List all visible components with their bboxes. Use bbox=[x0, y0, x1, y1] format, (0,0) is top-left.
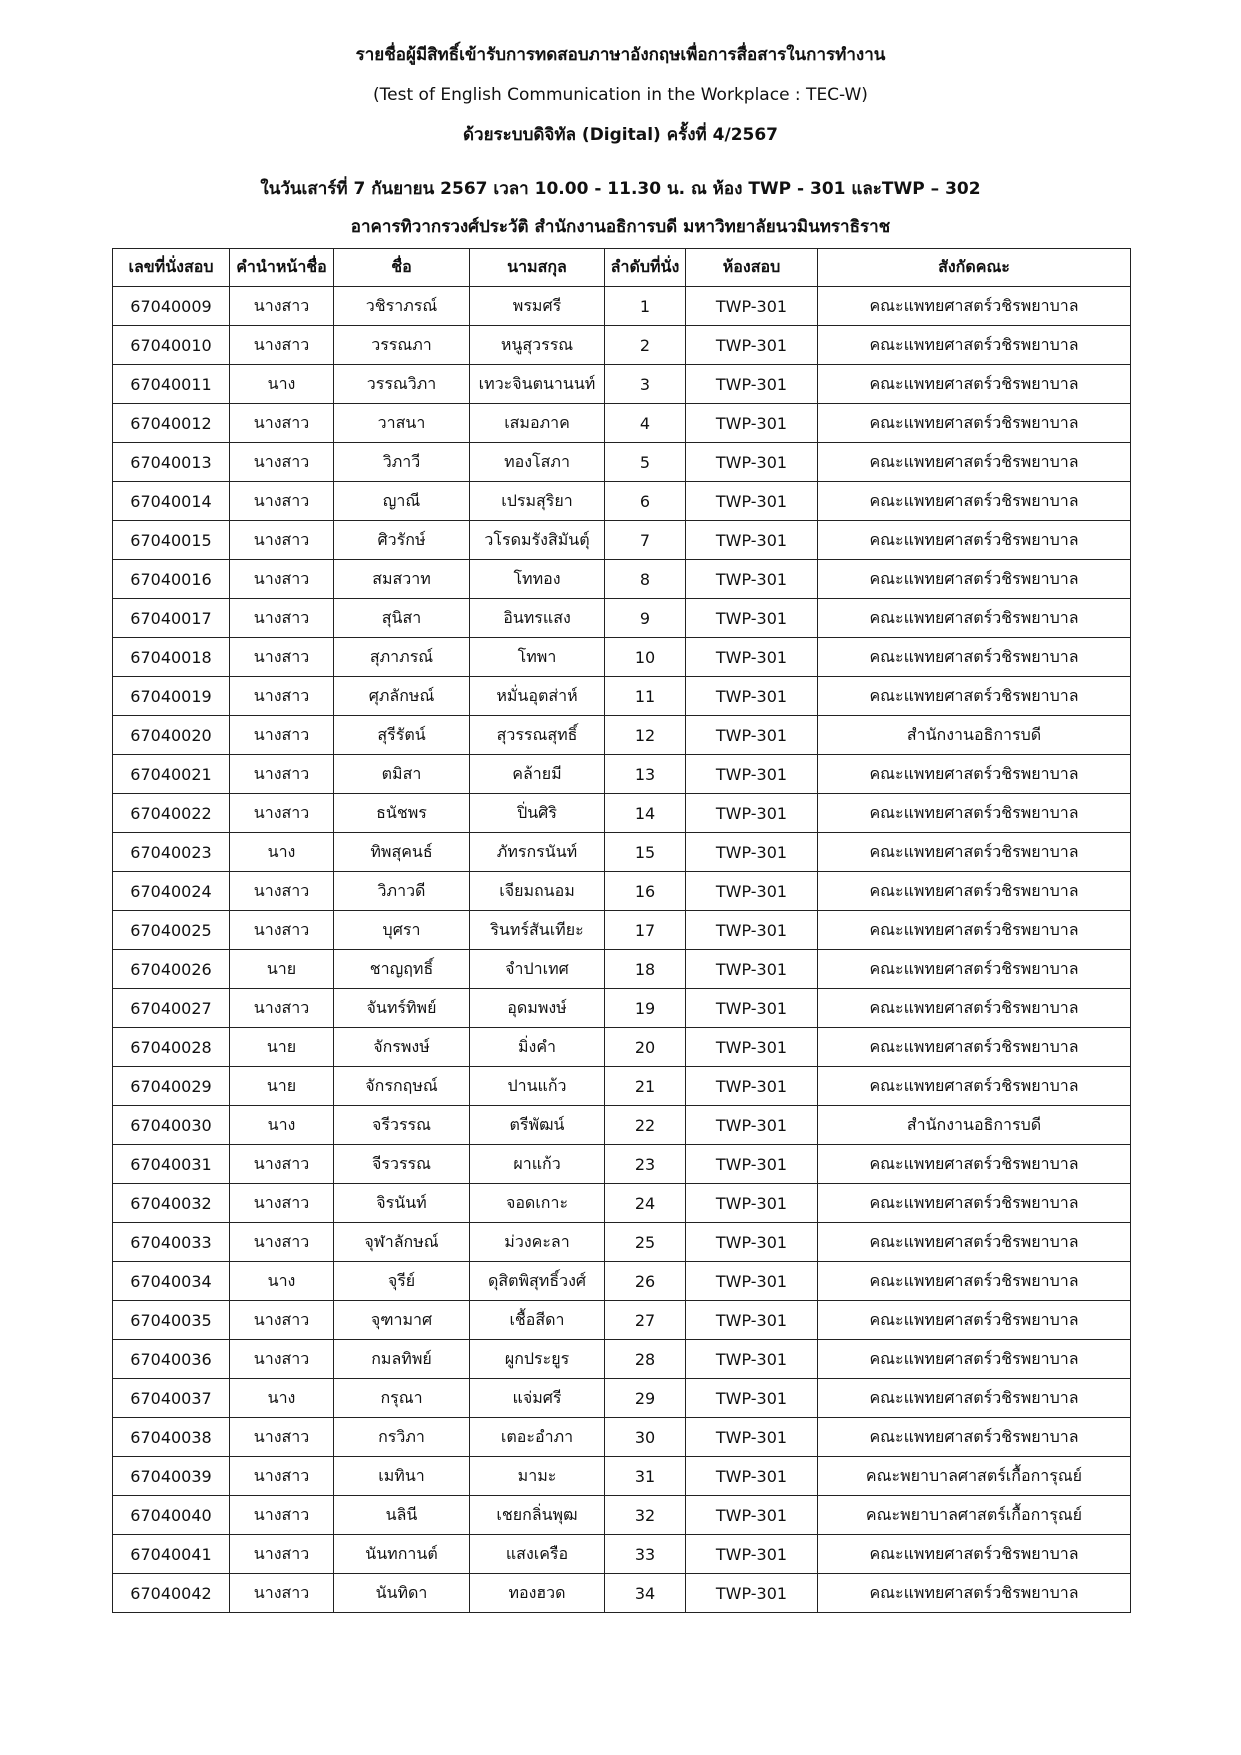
seat-number-cell: 67040014 bbox=[113, 482, 230, 521]
prefix-cell: นางสาว bbox=[230, 1145, 334, 1184]
table-row bbox=[113, 1223, 1131, 1262]
prefix-cell: นางสาว bbox=[230, 872, 334, 911]
seat-order-cell: 30 bbox=[605, 1418, 686, 1457]
first-name-cell: วชิราภรณ์ bbox=[334, 287, 470, 326]
exam-room-cell: TWP-301 bbox=[686, 443, 818, 482]
prefix-cell: นางสาว bbox=[230, 560, 334, 599]
last-name-cell: เตอะอำภา bbox=[470, 1418, 605, 1457]
last-name-cell: ดุสิตพิสุทธิ์วงศ์ bbox=[470, 1262, 605, 1301]
seat-order-cell: 16 bbox=[605, 872, 686, 911]
seat-order-cell: 32 bbox=[605, 1496, 686, 1535]
faculty-cell: คณะแพทยศาสตร์วชิรพยาบาล bbox=[818, 599, 1131, 638]
seat-number-cell: 67040018 bbox=[113, 638, 230, 677]
seat-number-cell: 67040028 bbox=[113, 1028, 230, 1067]
seat-number-cell: 67040021 bbox=[113, 755, 230, 794]
exam-room-cell: TWP-301 bbox=[686, 404, 818, 443]
prefix-cell: นางสาว bbox=[230, 1496, 334, 1535]
faculty-cell: คณะแพทยศาสตร์วชิรพยาบาล bbox=[818, 755, 1131, 794]
seat-number-cell: 67040041 bbox=[113, 1535, 230, 1574]
seat-order-cell: 33 bbox=[605, 1535, 686, 1574]
last-name-cell: วโรดมรังสิมันตุ์ bbox=[470, 521, 605, 560]
prefix-cell: นางสาว bbox=[230, 716, 334, 755]
prefix-cell: นางสาว bbox=[230, 404, 334, 443]
seat-order-cell: 9 bbox=[605, 599, 686, 638]
table-row bbox=[113, 1379, 1131, 1418]
seat-order-cell: 27 bbox=[605, 1301, 686, 1340]
exam-room-cell: TWP-301 bbox=[686, 521, 818, 560]
faculty-cell: คณะแพทยศาสตร์วชิรพยาบาล bbox=[818, 989, 1131, 1028]
faculty-cell: คณะแพทยศาสตร์วชิรพยาบาล bbox=[818, 677, 1131, 716]
faculty-cell: คณะแพทยศาสตร์วชิรพยาบาล bbox=[818, 638, 1131, 677]
seat-number-cell: 67040010 bbox=[113, 326, 230, 365]
table-row bbox=[113, 365, 1131, 404]
prefix-cell: นางสาว bbox=[230, 1574, 334, 1613]
first-name-cell: จันทร์ทิพย์ bbox=[334, 989, 470, 1028]
prefix-cell: นางสาว bbox=[230, 677, 334, 716]
table-row bbox=[113, 1574, 1131, 1613]
table-row bbox=[113, 1184, 1131, 1223]
table-row bbox=[113, 1535, 1131, 1574]
last-name-cell: จำปาเทศ bbox=[470, 950, 605, 989]
column-header-last-name: นามสกุล bbox=[470, 249, 605, 287]
seat-number-cell: 67040024 bbox=[113, 872, 230, 911]
seat-number-cell: 67040015 bbox=[113, 521, 230, 560]
faculty-cell: คณะแพทยศาสตร์วชิรพยาบาล bbox=[818, 911, 1131, 950]
prefix-cell: นาง bbox=[230, 833, 334, 872]
first-name-cell: จรีวรรณ bbox=[334, 1106, 470, 1145]
seat-order-cell: 21 bbox=[605, 1067, 686, 1106]
seat-order-cell: 28 bbox=[605, 1340, 686, 1379]
document-subtitle-round: ด้วยระบบดิจิทัล (Digital) ครั้งที่ 4/2567 bbox=[462, 125, 779, 145]
table-row bbox=[113, 404, 1131, 443]
column-header-exam-room: ห้องสอบ bbox=[686, 249, 818, 287]
last-name-cell: พรมศรี bbox=[470, 287, 605, 326]
prefix-cell: นางสาว bbox=[230, 1340, 334, 1379]
exam-room-cell: TWP-301 bbox=[686, 872, 818, 911]
faculty-cell: สำนักงานอธิการบดี bbox=[818, 1106, 1131, 1145]
table-row bbox=[113, 1457, 1131, 1496]
exam-location: อาคารทิวากรวงศ์ประวัติ สำนักงานอธิการบดี มหาวิทยาลัยนวมินทราธิราช bbox=[350, 217, 891, 237]
exam-room-cell: TWP-301 bbox=[686, 1574, 818, 1613]
exam-room-cell: TWP-301 bbox=[686, 326, 818, 365]
table-row bbox=[113, 1340, 1131, 1379]
last-name-cell: สุวรรณสุทธิ์ bbox=[470, 716, 605, 755]
seat-number-cell: 67040012 bbox=[113, 404, 230, 443]
last-name-cell: ทองโสภา bbox=[470, 443, 605, 482]
first-name-cell: วิภาวดี bbox=[334, 872, 470, 911]
prefix-cell: นางสาว bbox=[230, 482, 334, 521]
faculty-cell: คณะแพทยศาสตร์วชิรพยาบาล bbox=[818, 560, 1131, 599]
last-name-cell: เทวะจินตนานนท์ bbox=[470, 365, 605, 404]
seat-order-cell: 14 bbox=[605, 794, 686, 833]
last-name-cell: หนูสุวรรณ bbox=[470, 326, 605, 365]
seat-order-cell: 7 bbox=[605, 521, 686, 560]
table-row bbox=[113, 677, 1131, 716]
last-name-cell: เชยกลิ่นพุฒ bbox=[470, 1496, 605, 1535]
first-name-cell: ตมิสา bbox=[334, 755, 470, 794]
prefix-cell: นาย bbox=[230, 1028, 334, 1067]
column-header-seat-number: เลขที่นั่งสอบ bbox=[113, 249, 230, 287]
last-name-cell: ทองฮวด bbox=[470, 1574, 605, 1613]
document-subtitle-english: (Test of English Communication in the Workplace : TEC-W) bbox=[373, 85, 868, 105]
prefix-cell: นางสาว bbox=[230, 443, 334, 482]
exam-room-cell: TWP-301 bbox=[686, 1028, 818, 1067]
first-name-cell: เมทินา bbox=[334, 1457, 470, 1496]
table-row bbox=[113, 1418, 1131, 1457]
prefix-cell: นาง bbox=[230, 1106, 334, 1145]
seat-order-cell: 24 bbox=[605, 1184, 686, 1223]
seat-number-cell: 67040040 bbox=[113, 1496, 230, 1535]
faculty-cell: คณะแพทยศาสตร์วชิรพยาบาล bbox=[818, 833, 1131, 872]
exam-room-cell: TWP-301 bbox=[686, 911, 818, 950]
faculty-cell: คณะแพทยศาสตร์วชิรพยาบาล bbox=[818, 1574, 1131, 1613]
seat-number-cell: 67040029 bbox=[113, 1067, 230, 1106]
faculty-cell: คณะแพทยศาสตร์วชิรพยาบาล bbox=[818, 443, 1131, 482]
faculty-cell: คณะแพทยศาสตร์วชิรพยาบาล bbox=[818, 1223, 1131, 1262]
prefix-cell: นาง bbox=[230, 1379, 334, 1418]
seat-order-cell: 4 bbox=[605, 404, 686, 443]
first-name-cell: ศิวรักษ์ bbox=[334, 521, 470, 560]
exam-room-cell: TWP-301 bbox=[686, 1418, 818, 1457]
seat-number-cell: 67040032 bbox=[113, 1184, 230, 1223]
first-name-cell: วิภาวี bbox=[334, 443, 470, 482]
prefix-cell: นางสาว bbox=[230, 1184, 334, 1223]
faculty-cell: คณะแพทยศาสตร์วชิรพยาบาล bbox=[818, 404, 1131, 443]
first-name-cell: ธนัชพร bbox=[334, 794, 470, 833]
last-name-cell: แสงเครือ bbox=[470, 1535, 605, 1574]
table-row bbox=[113, 638, 1131, 677]
table-row bbox=[113, 716, 1131, 755]
faculty-cell: คณะแพทยศาสตร์วชิรพยาบาล bbox=[818, 482, 1131, 521]
table-row bbox=[113, 755, 1131, 794]
prefix-cell: นางสาว bbox=[230, 755, 334, 794]
exam-room-cell: TWP-301 bbox=[686, 1262, 818, 1301]
seat-order-cell: 8 bbox=[605, 560, 686, 599]
exam-room-cell: TWP-301 bbox=[686, 482, 818, 521]
exam-room-cell: TWP-301 bbox=[686, 1223, 818, 1262]
table-row bbox=[113, 287, 1131, 326]
exam-room-cell: TWP-301 bbox=[686, 1496, 818, 1535]
seat-order-cell: 23 bbox=[605, 1145, 686, 1184]
seat-number-cell: 67040022 bbox=[113, 794, 230, 833]
exam-room-cell: TWP-301 bbox=[686, 1067, 818, 1106]
seat-number-cell: 67040023 bbox=[113, 833, 230, 872]
faculty-cell: คณะแพทยศาสตร์วชิรพยาบาล bbox=[818, 1028, 1131, 1067]
faculty-cell: คณะแพทยศาสตร์วชิรพยาบาล bbox=[818, 365, 1131, 404]
prefix-cell: นางสาว bbox=[230, 326, 334, 365]
last-name-cell: โทพา bbox=[470, 638, 605, 677]
exam-room-cell: TWP-301 bbox=[686, 1457, 818, 1496]
prefix-cell: นางสาว bbox=[230, 1223, 334, 1262]
seat-order-cell: 31 bbox=[605, 1457, 686, 1496]
exam-room-cell: TWP-301 bbox=[686, 365, 818, 404]
faculty-cell: คณะแพทยศาสตร์วชิรพยาบาล bbox=[818, 1067, 1131, 1106]
table-row bbox=[113, 443, 1131, 482]
last-name-cell: เสมอภาค bbox=[470, 404, 605, 443]
first-name-cell: ศุภลักษณ์ bbox=[334, 677, 470, 716]
last-name-cell: เชื้อสีดา bbox=[470, 1301, 605, 1340]
seat-order-cell: 3 bbox=[605, 365, 686, 404]
faculty-cell: สำนักงานอธิการบดี bbox=[818, 716, 1131, 755]
faculty-cell: คณะแพทยศาสตร์วชิรพยาบาล bbox=[818, 521, 1131, 560]
seat-order-cell: 19 bbox=[605, 989, 686, 1028]
prefix-cell: นางสาว bbox=[230, 599, 334, 638]
table-header-row bbox=[113, 249, 1131, 287]
table-row bbox=[113, 1028, 1131, 1067]
exam-room-cell: TWP-301 bbox=[686, 1184, 818, 1223]
seat-number-cell: 67040031 bbox=[113, 1145, 230, 1184]
exam-room-cell: TWP-301 bbox=[686, 1301, 818, 1340]
table-row bbox=[113, 1496, 1131, 1535]
last-name-cell: ปานแก้ว bbox=[470, 1067, 605, 1106]
faculty-cell: คณะแพทยศาสตร์วชิรพยาบาล bbox=[818, 1145, 1131, 1184]
faculty-cell: คณะแพทยศาสตร์วชิรพยาบาล bbox=[818, 1340, 1131, 1379]
prefix-cell: นาง bbox=[230, 365, 334, 404]
table-row bbox=[113, 482, 1131, 521]
prefix-cell: นางสาว bbox=[230, 794, 334, 833]
table-row bbox=[113, 521, 1131, 560]
last-name-cell: เปรมสุริยา bbox=[470, 482, 605, 521]
exam-room-cell: TWP-301 bbox=[686, 989, 818, 1028]
last-name-cell: แจ่มศรี bbox=[470, 1379, 605, 1418]
table-row bbox=[113, 1145, 1131, 1184]
document-title: รายชื่อผู้มีสิทธิ์เข้ารับการทดสอบภาษาอังกฤษเพื่อการสื่อสารในการทำงาน bbox=[355, 45, 886, 65]
table-row bbox=[113, 1067, 1131, 1106]
seat-order-cell: 12 bbox=[605, 716, 686, 755]
seat-number-cell: 67040042 bbox=[113, 1574, 230, 1613]
exam-room-cell: TWP-301 bbox=[686, 1379, 818, 1418]
first-name-cell: นันทกานต์ bbox=[334, 1535, 470, 1574]
seat-order-cell: 22 bbox=[605, 1106, 686, 1145]
table-row bbox=[113, 950, 1131, 989]
exam-room-cell: TWP-301 bbox=[686, 599, 818, 638]
first-name-cell: กมลทิพย์ bbox=[334, 1340, 470, 1379]
first-name-cell: จุฑามาศ bbox=[334, 1301, 470, 1340]
seat-order-cell: 15 bbox=[605, 833, 686, 872]
table-row bbox=[113, 794, 1131, 833]
first-name-cell: จักรกฤษณ์ bbox=[334, 1067, 470, 1106]
seat-number-cell: 67040035 bbox=[113, 1301, 230, 1340]
exam-room-cell: TWP-301 bbox=[686, 1535, 818, 1574]
seat-order-cell: 17 bbox=[605, 911, 686, 950]
seat-order-cell: 2 bbox=[605, 326, 686, 365]
seat-number-cell: 67040038 bbox=[113, 1418, 230, 1457]
last-name-cell: อินทรแสง bbox=[470, 599, 605, 638]
table-row bbox=[113, 560, 1131, 599]
first-name-cell: นันทิดา bbox=[334, 1574, 470, 1613]
last-name-cell: ผูกประยูร bbox=[470, 1340, 605, 1379]
faculty-cell: คณะแพทยศาสตร์วชิรพยาบาล bbox=[818, 872, 1131, 911]
column-header-seat-order: ลำดับที่นั่ง bbox=[605, 249, 686, 287]
last-name-cell: มิ่งคำ bbox=[470, 1028, 605, 1067]
faculty-cell: คณะแพทยศาสตร์วชิรพยาบาล bbox=[818, 1184, 1131, 1223]
last-name-cell: เจียมถนอม bbox=[470, 872, 605, 911]
seat-order-cell: 6 bbox=[605, 482, 686, 521]
seat-order-cell: 5 bbox=[605, 443, 686, 482]
first-name-cell: จุรีย์ bbox=[334, 1262, 470, 1301]
prefix-cell: นางสาว bbox=[230, 287, 334, 326]
column-header-prefix: คำนำหน้าชื่อ bbox=[230, 249, 334, 287]
seat-number-cell: 67040011 bbox=[113, 365, 230, 404]
first-name-cell: วรรณวิภา bbox=[334, 365, 470, 404]
table-row bbox=[113, 989, 1131, 1028]
exam-date-time: ในวันเสาร์ที่ 7 กันยายน 2567 เวลา 10.00 - 11.30 น. ณ ห้อง TWP - 301 และTWP – 302 bbox=[260, 179, 981, 199]
table-row bbox=[113, 1301, 1131, 1340]
prefix-cell: นางสาว bbox=[230, 1418, 334, 1457]
faculty-cell: คณะแพทยศาสตร์วชิรพยาบาล bbox=[818, 287, 1131, 326]
last-name-cell: หมั่นอุตส่าห์ bbox=[470, 677, 605, 716]
exam-room-cell: TWP-301 bbox=[686, 716, 818, 755]
faculty-cell: คณะพยาบาลศาสตร์เกื้อการุณย์ bbox=[818, 1496, 1131, 1535]
prefix-cell: นาง bbox=[230, 1262, 334, 1301]
first-name-cell: สุภาภรณ์ bbox=[334, 638, 470, 677]
first-name-cell: นลินี bbox=[334, 1496, 470, 1535]
seat-number-cell: 67040039 bbox=[113, 1457, 230, 1496]
first-name-cell: ทิพสุคนธ์ bbox=[334, 833, 470, 872]
faculty-cell: คณะพยาบาลศาสตร์เกื้อการุณย์ bbox=[818, 1457, 1131, 1496]
last-name-cell: ม่วงคะลา bbox=[470, 1223, 605, 1262]
exam-room-cell: TWP-301 bbox=[686, 638, 818, 677]
seat-number-cell: 67040036 bbox=[113, 1340, 230, 1379]
first-name-cell: วรรณภา bbox=[334, 326, 470, 365]
table-row bbox=[113, 599, 1131, 638]
candidate-table bbox=[112, 248, 1131, 1613]
table-row bbox=[113, 833, 1131, 872]
seat-number-cell: 67040013 bbox=[113, 443, 230, 482]
seat-order-cell: 20 bbox=[605, 1028, 686, 1067]
last-name-cell: ภัทรกรนันท์ bbox=[470, 833, 605, 872]
last-name-cell: รินทร์สันเทียะ bbox=[470, 911, 605, 950]
seat-number-cell: 67040009 bbox=[113, 287, 230, 326]
seat-number-cell: 67040034 bbox=[113, 1262, 230, 1301]
column-header-faculty: สังกัดคณะ bbox=[818, 249, 1131, 287]
faculty-cell: คณะแพทยศาสตร์วชิรพยาบาล bbox=[818, 326, 1131, 365]
first-name-cell: จีรวรรณ bbox=[334, 1145, 470, 1184]
seat-number-cell: 67040025 bbox=[113, 911, 230, 950]
seat-number-cell: 67040026 bbox=[113, 950, 230, 989]
exam-room-cell: TWP-301 bbox=[686, 560, 818, 599]
prefix-cell: นางสาว bbox=[230, 521, 334, 560]
last-name-cell: โททอง bbox=[470, 560, 605, 599]
exam-room-cell: TWP-301 bbox=[686, 794, 818, 833]
first-name-cell: สมสวาท bbox=[334, 560, 470, 599]
last-name-cell: คล้ายมี bbox=[470, 755, 605, 794]
seat-number-cell: 67040016 bbox=[113, 560, 230, 599]
first-name-cell: ชาญฤทธิ์ bbox=[334, 950, 470, 989]
faculty-cell: คณะแพทยศาสตร์วชิรพยาบาล bbox=[818, 1262, 1131, 1301]
first-name-cell: บุศรา bbox=[334, 911, 470, 950]
prefix-cell: นางสาว bbox=[230, 1301, 334, 1340]
first-name-cell: จุฬาลักษณ์ bbox=[334, 1223, 470, 1262]
column-header-first-name: ชื่อ bbox=[334, 249, 470, 287]
first-name-cell: จิรนันท์ bbox=[334, 1184, 470, 1223]
first-name-cell: ญาณี bbox=[334, 482, 470, 521]
table-row bbox=[113, 1262, 1131, 1301]
faculty-cell: คณะแพทยศาสตร์วชิรพยาบาล bbox=[818, 950, 1131, 989]
last-name-cell: ผาแก้ว bbox=[470, 1145, 605, 1184]
exam-room-cell: TWP-301 bbox=[686, 950, 818, 989]
seat-order-cell: 13 bbox=[605, 755, 686, 794]
exam-room-cell: TWP-301 bbox=[686, 287, 818, 326]
first-name-cell: กรวิภา bbox=[334, 1418, 470, 1457]
faculty-cell: คณะแพทยศาสตร์วชิรพยาบาล bbox=[818, 1379, 1131, 1418]
faculty-cell: คณะแพทยศาสตร์วชิรพยาบาล bbox=[818, 1418, 1131, 1457]
prefix-cell: นางสาว bbox=[230, 1535, 334, 1574]
seat-order-cell: 34 bbox=[605, 1574, 686, 1613]
seat-number-cell: 67040037 bbox=[113, 1379, 230, 1418]
prefix-cell: นาย bbox=[230, 950, 334, 989]
seat-order-cell: 18 bbox=[605, 950, 686, 989]
last-name-cell: จอดเกาะ bbox=[470, 1184, 605, 1223]
seat-order-cell: 25 bbox=[605, 1223, 686, 1262]
seat-number-cell: 67040017 bbox=[113, 599, 230, 638]
seat-order-cell: 10 bbox=[605, 638, 686, 677]
first-name-cell: สุรีรัตน์ bbox=[334, 716, 470, 755]
faculty-cell: คณะแพทยศาสตร์วชิรพยาบาล bbox=[818, 1535, 1131, 1574]
last-name-cell: อุดมพงษ์ bbox=[470, 989, 605, 1028]
seat-order-cell: 29 bbox=[605, 1379, 686, 1418]
seat-number-cell: 67040033 bbox=[113, 1223, 230, 1262]
seat-number-cell: 67040019 bbox=[113, 677, 230, 716]
seat-order-cell: 26 bbox=[605, 1262, 686, 1301]
table-row bbox=[113, 911, 1131, 950]
seat-order-cell: 11 bbox=[605, 677, 686, 716]
exam-room-cell: TWP-301 bbox=[686, 833, 818, 872]
table-row bbox=[113, 326, 1131, 365]
exam-room-cell: TWP-301 bbox=[686, 1145, 818, 1184]
exam-room-cell: TWP-301 bbox=[686, 1106, 818, 1145]
faculty-cell: คณะแพทยศาสตร์วชิรพยาบาล bbox=[818, 794, 1131, 833]
seat-number-cell: 67040030 bbox=[113, 1106, 230, 1145]
first-name-cell: วาสนา bbox=[334, 404, 470, 443]
first-name-cell: สุนิสา bbox=[334, 599, 470, 638]
last-name-cell: ตรีพัฒน์ bbox=[470, 1106, 605, 1145]
faculty-cell: คณะแพทยศาสตร์วชิรพยาบาล bbox=[818, 1301, 1131, 1340]
table-row bbox=[113, 872, 1131, 911]
seat-order-cell: 1 bbox=[605, 287, 686, 326]
prefix-cell: นางสาว bbox=[230, 911, 334, 950]
prefix-cell: นาย bbox=[230, 1067, 334, 1106]
exam-room-cell: TWP-301 bbox=[686, 677, 818, 716]
first-name-cell: จักรพงษ์ bbox=[334, 1028, 470, 1067]
exam-room-cell: TWP-301 bbox=[686, 1340, 818, 1379]
prefix-cell: นางสาว bbox=[230, 989, 334, 1028]
prefix-cell: นางสาว bbox=[230, 1457, 334, 1496]
seat-number-cell: 67040027 bbox=[113, 989, 230, 1028]
first-name-cell: กรุณา bbox=[334, 1379, 470, 1418]
last-name-cell: ปิ่นศิริ bbox=[470, 794, 605, 833]
seat-number-cell: 67040020 bbox=[113, 716, 230, 755]
last-name-cell: มามะ bbox=[470, 1457, 605, 1496]
exam-room-cell: TWP-301 bbox=[686, 755, 818, 794]
table-row bbox=[113, 1106, 1131, 1145]
prefix-cell: นางสาว bbox=[230, 638, 334, 677]
